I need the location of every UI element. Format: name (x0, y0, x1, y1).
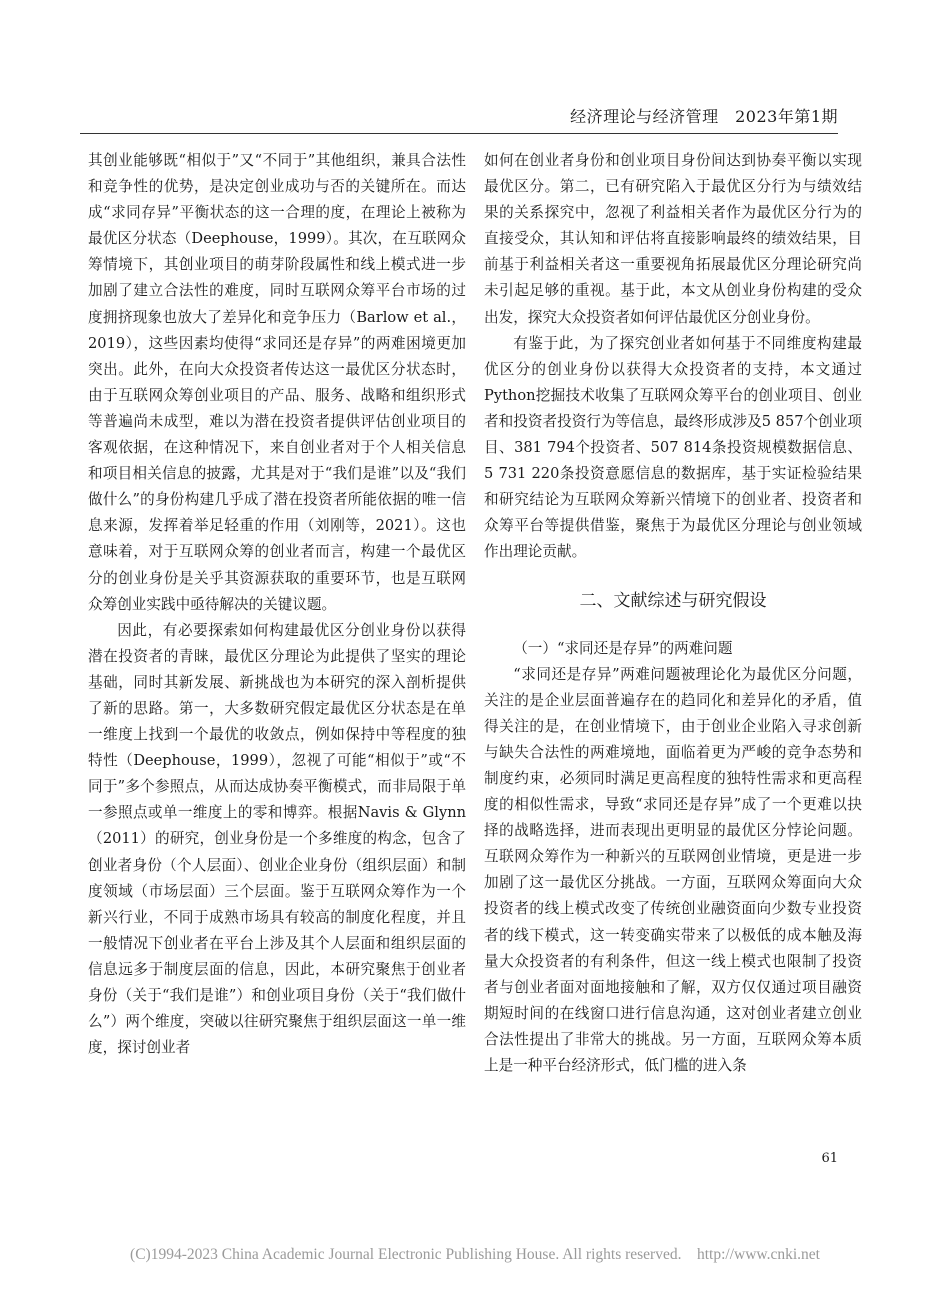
journal-issue-title: 经济理论与经济管理 2023年第1期 (570, 107, 838, 126)
body-paragraph: 如何在创业者身份和创业项目身份间达到协奏平衡以实现最优区分。第二，已有研究陷入于最优区分行为与绩效结果的关系探究中，忽视了利益相关者作为最优区分行为的直接受众，其认知和评估将直接影响最终的绩效结果，目前基于利益相关者这一重要视角拓展最优区分理论研究尚未引起足够的重视。基于此，本文从创业身份构建的受众出发，探究大众投资者如何评估最优区分创业身份。 (484, 152, 862, 326)
subsection-heading: （一）“求同还是存异”的两难问题 (513, 639, 733, 657)
section-heading: 二、文献综述与研究假设 (579, 590, 767, 611)
left-column (88, 148, 466, 1061)
body-paragraph: 有鉴于此，为了探究创业者如何基于不同维度构建最优区分的创业身份以获得大众投资者的支持，本文通过Python挖掘技术收集了互联网众筹平台的创业项目、创业者和投资者投资行为等信息，最终形成涉及5 857个创业项目、381 794个投资者、507 814条投资规模数据信息、5 731 220条投资意愿信息的数据库，基于实证检验结果和研究结论为互联网众筹新兴情境下的创业者、投资者和众筹平台等提供借鉴，聚焦于为最优区分理论与创业领域作出理论贡献。 (484, 334, 862, 561)
page-number: 61 (821, 1151, 838, 1166)
copyright-footer: (C)1994-2023 China Academic Journal Electronic Publishing House. All rights reserved. http://www.cnki.net (130, 1246, 820, 1263)
body-paragraph: 其创业能够既“相似于”又“不同于”其他组织，兼具合法性和竞争性的优势，是决定创业成功与否的关键所在。而达成“求同存异”平衡状态的这一合理的度，在理论上被称为最优区分状态（Deephouse，1999）。其次，在互联网众筹情境下，其创业项目的萌芽阶段属性和线上模式进一步加剧了建立合法性的难度，同时互联网众筹平台市场的过度拥挤现象也放大了差异化和竞争压力（Barlow et al.，2019），这些因素均使得“求同还是存异”的两难困境更加突出。此外，在向大众投资者传达这一最优区分状态时，由于互联网众筹创业项目的产品、服务、战略和组织形式等普遍尚未成型，难以为潜在投资者提供评估创业项目的客观依据，在这种情况下，来自创业者对于个人相关信息和项目相关信息的披露，尤其是对于“我们是谁”以及“我们做什么”的身份构建几乎成了潜在投资者所能依据的唯一信息来源，发挥着举足轻重的作用（刘刚等，2021）。这也意味着，对于互联网众筹的创业者而言，构建一个最优区分的创业身份是关乎其资源获取的重要环节，也是互联网众筹创业实践中亟待解决的关键议题。 (88, 152, 466, 613)
body-paragraph: “求同还是存异”两难问题被理论化为最优区分问题，关注的是企业层面普遍存在的趋同化和差异化的矛盾，值得关注的是，在创业情境下，由于创业企业陷入寻求创新与缺失合法性的两难境地，面临着更为严峻的竞争态势和制度约束，必须同时满足更高程度的独特性需求和更高程度的相似性需求，导致“求同还是存异”成了一个更难以抉择的战略选择，进而表现出更明显的最优区分悖论问题。互联网众筹作为一种新兴的互联网创业情境，更是进一步加剧了这一最优区分挑战。一方面，互联网众筹面向大众投资者的线上模式改变了传统创业融资面向少数专业投资者的线下模式，这一转变确实带来了以极低的成本触及海量大众投资者的有利条件，但这一线上模式也限制了投资者与创业者面对面地接触和了解，双方仅仅通过项目融资期短时间的在线窗口进行信息沟通，这对创业者建立创业合法性提出了非常大的挑战。另一方面，互联网众筹本质上是一种平台经济形式，低门槛的进入条 (484, 665, 862, 1074)
right-column (484, 148, 862, 1079)
running-header (80, 104, 838, 134)
body-paragraph: 因此，有必要探索如何构建最优区分创业身份以获得潜在投资者的青睐，最优区分理论为此提供了坚实的理论基础，同时其新发展、新挑战也为本研究的深入剖析提供了新的思路。第一，大多数研究假定最优区分状态是在单一维度上找到一个最优的收敛点，例如保持中等程度的独特性（Deephouse，1999），忽视了可能“相似于”或“不同于”多个参照点，从而达成协奏平衡模式，而非局限于单一参照点或单一维度上的零和博弈。根据Navis & Glynn（2011）的研究，创业身份是一个多维度的构念，包含了创业者身份（个人层面）、创业企业身份（组织层面）和制度领域（市场层面）三个层面。鉴于互联网众筹作为一个新兴行业，不同于成熟市场具有较高的制度化程度，并且一般情况下创业者在平台上涉及其个人层面和组织层面的信息远多于制度层面的信息，因此，本研究聚焦于创业者身份（关于“我们是谁”）和创业项目身份（关于“我们做什么”）两个维度，突破以往研究聚焦于组织层面这一单一维度，探讨创业者 (88, 621, 466, 1057)
